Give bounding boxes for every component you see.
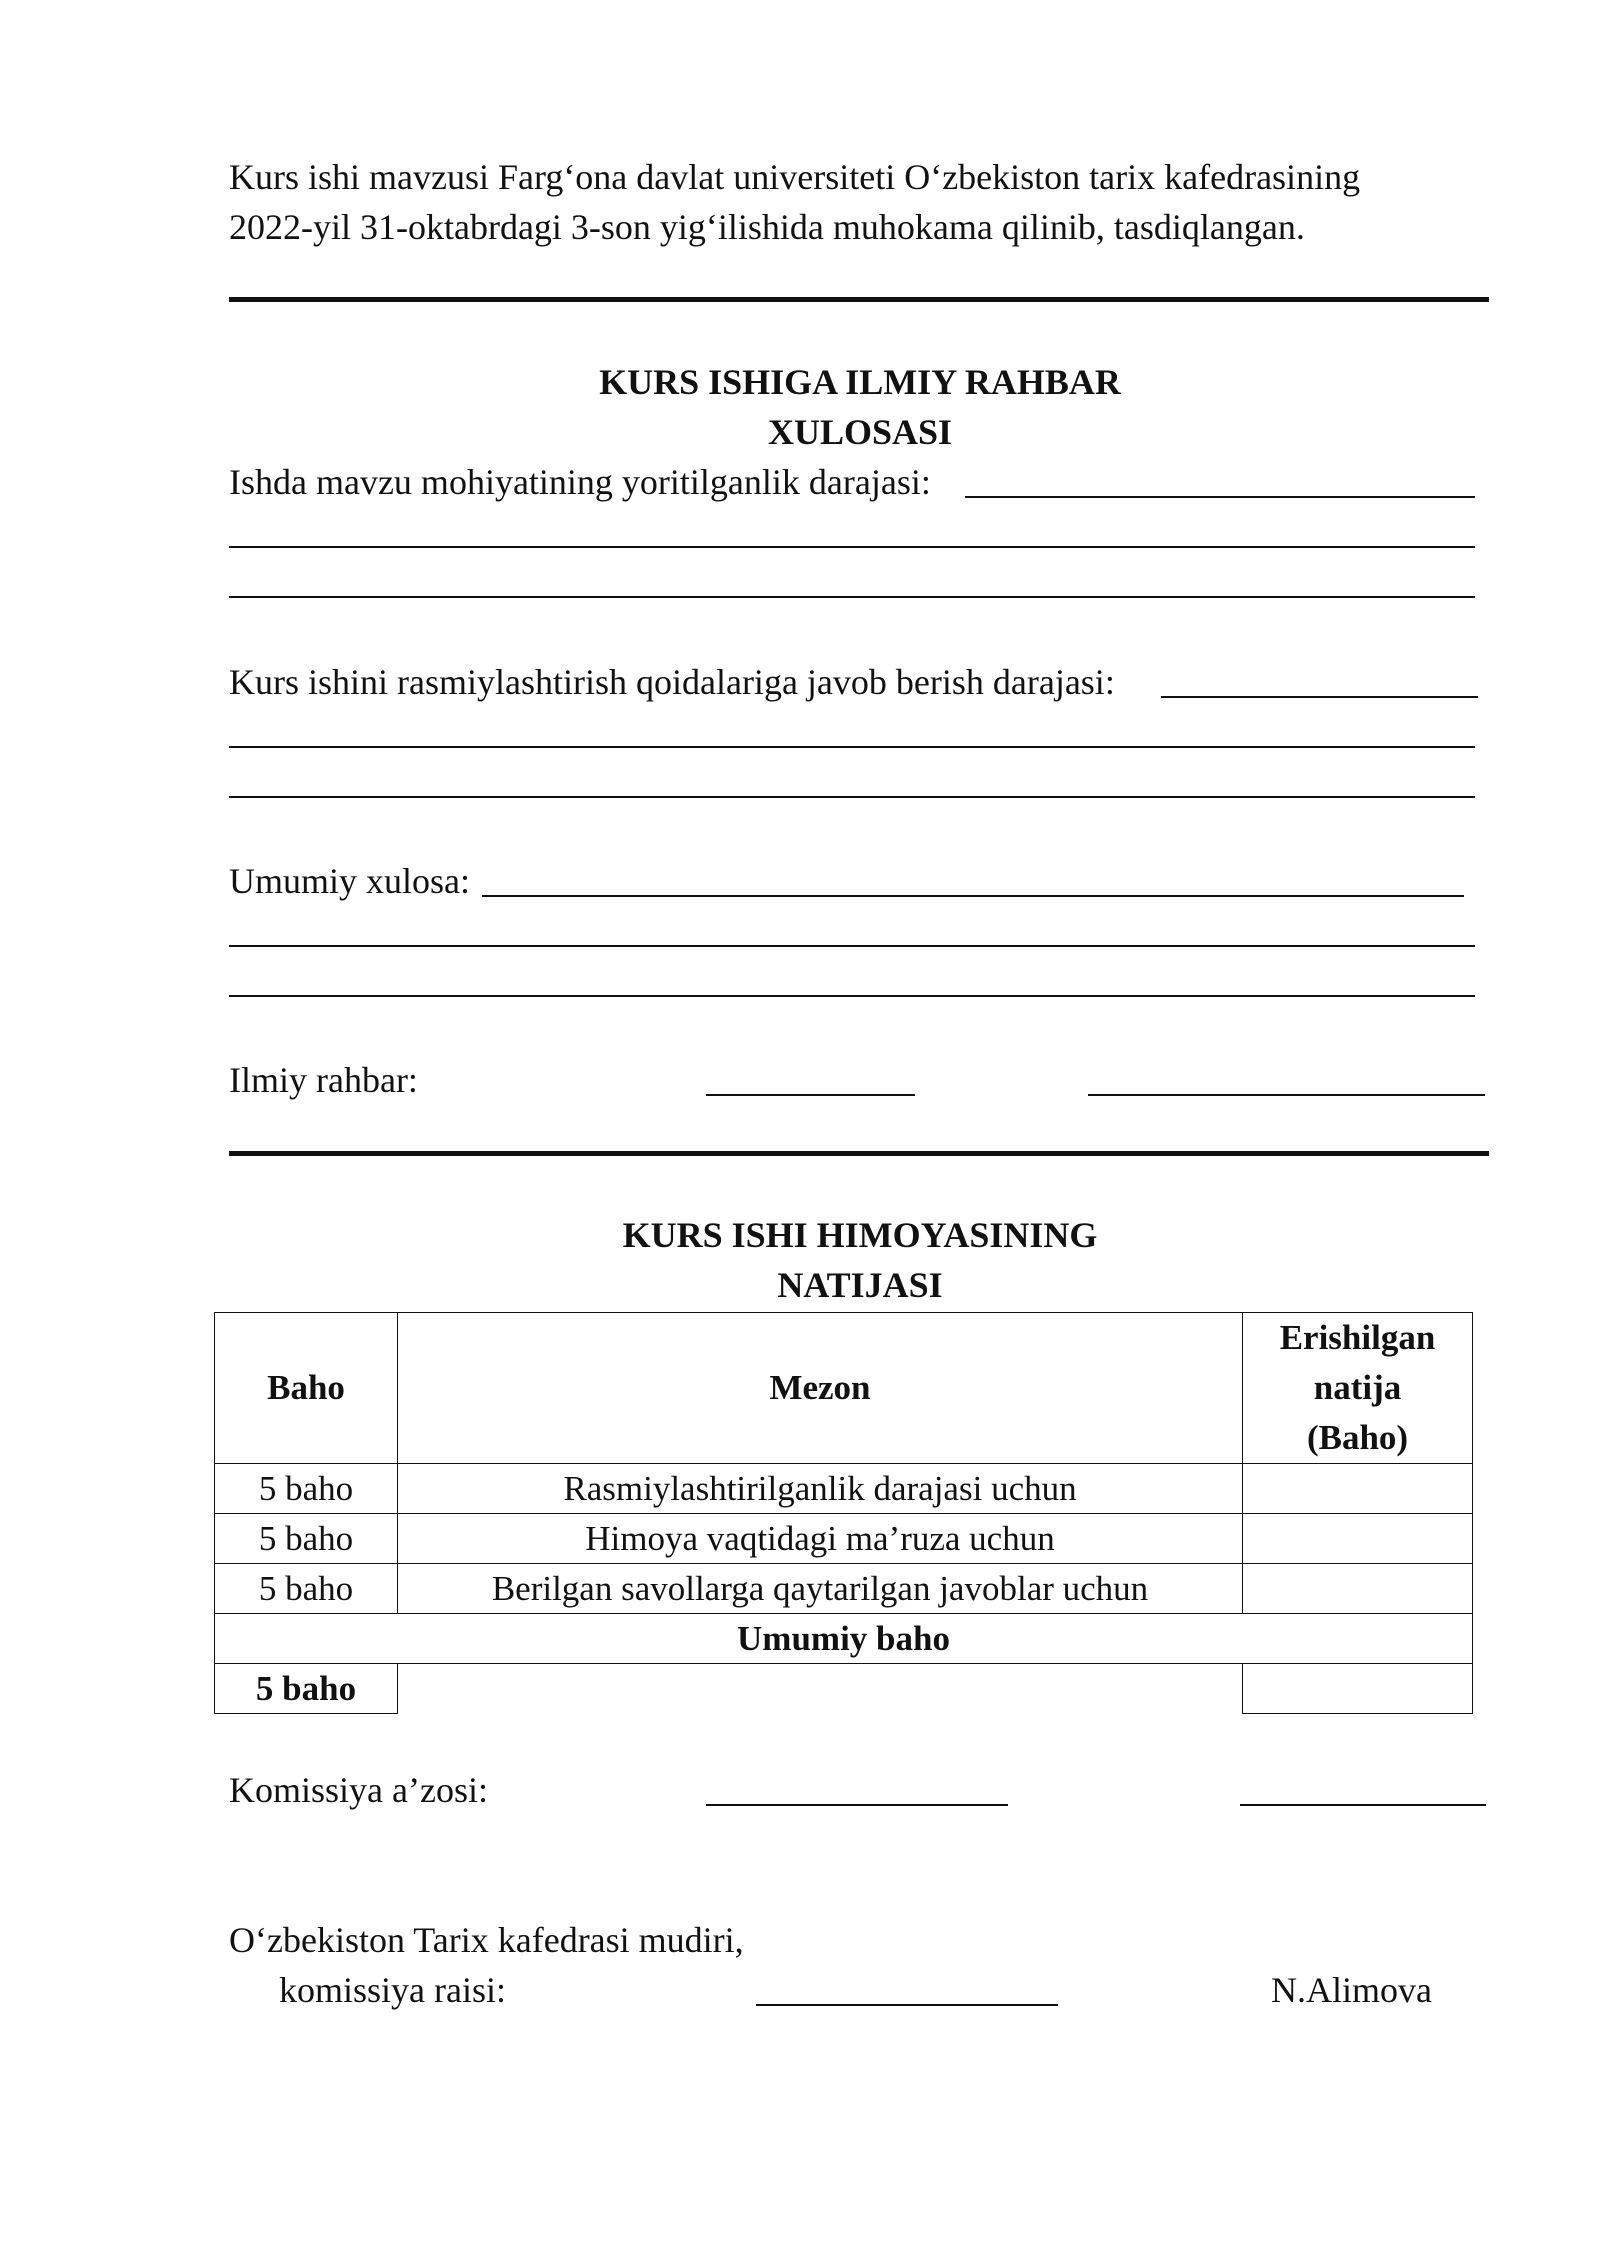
- header-achieved-result: [1243, 1313, 1473, 1464]
- formatting-level-blank[interactable]: [1161, 696, 1478, 698]
- coverage-level-blank[interactable]: [965, 496, 1475, 498]
- formatting-level-blank-line-3[interactable]: [229, 796, 1475, 798]
- general-conclusion-blank-line-3[interactable]: [229, 995, 1475, 997]
- results-title-line-2: NATIJASI: [777, 1265, 943, 1305]
- row-grade: 5 baho: [215, 1514, 398, 1564]
- table-row: [215, 1564, 1473, 1614]
- header-achieved-line-3: (Baho): [1306, 1418, 1409, 1457]
- total-value-row: [215, 1664, 1473, 1714]
- supervisor-signature-blank[interactable]: [706, 1094, 915, 1096]
- formatting-level-blank-line-2[interactable]: [229, 746, 1475, 748]
- section-divider-2: [229, 1151, 1489, 1156]
- row-criterion: Himoya vaqtidagi ma’ruza uchun: [398, 1514, 1243, 1564]
- results-table: [214, 1312, 1473, 1714]
- total-achieved-cell[interactable]: [1243, 1664, 1473, 1714]
- total-label-row: [215, 1614, 1473, 1664]
- commission-member-label: Komissiya a’zosi:: [229, 1770, 488, 1810]
- header-achieved-line-1: Erishilgan: [1279, 1318, 1436, 1357]
- intro-line-2: 2022-yil 31-oktabrdagi 3-son yig‘ilishida muhokama qilinib, tasdiqlangan.: [229, 207, 1305, 247]
- total-grade-label: Umumiy baho: [215, 1614, 1473, 1664]
- row-grade: 5 baho: [215, 1564, 398, 1614]
- table-header-row: [215, 1313, 1473, 1464]
- total-grade-value: 5 baho: [215, 1664, 398, 1714]
- commission-member-name-blank[interactable]: [1240, 1804, 1486, 1806]
- section-divider: [229, 297, 1489, 302]
- conclusion-title-line-1: KURS ISHIGA ILMIY RAHBAR: [599, 362, 1121, 402]
- chair-signature-blank[interactable]: [756, 2004, 1058, 2006]
- coverage-level-label: Ishda mavzu mohiyatining yoritilganlik darajasi:: [229, 462, 931, 502]
- commission-chair-label: komissiya raisi:: [279, 1970, 506, 2010]
- header-criterion: Mezon: [398, 1313, 1243, 1464]
- header-grade: Baho: [215, 1313, 398, 1464]
- general-conclusion-label: Umumiy xulosa:: [229, 861, 470, 901]
- header-achieved-line-2: natija: [1313, 1368, 1402, 1407]
- table-row: [215, 1514, 1473, 1564]
- row-achieved-cell[interactable]: [1243, 1464, 1473, 1514]
- supervisor-label: Ilmiy rahbar:: [229, 1060, 418, 1100]
- row-criterion: Rasmiylashtirilganlik darajasi uchun: [398, 1464, 1243, 1514]
- chair-name: N.Alimova: [1271, 1970, 1432, 2010]
- results-title-line-1: KURS ISHI HIMOYASINING: [622, 1215, 1098, 1255]
- general-conclusion-blank[interactable]: [482, 895, 1464, 897]
- formatting-level-label: Kurs ishini rasmiylashtirish qoidalariga javob berish darajasi:: [229, 662, 1115, 702]
- coverage-level-blank-line-3[interactable]: [229, 596, 1475, 598]
- row-grade: 5 baho: [215, 1464, 398, 1514]
- intro-line-1: Kurs ishi mavzusi Farg‘ona davlat universiteti O‘zbekiston tarix kafedrasining: [229, 157, 1361, 197]
- commission-member-signature-blank[interactable]: [706, 1804, 1008, 1806]
- department-head-label: O‘zbekiston Tarix kafedrasi mudiri,: [229, 1920, 744, 1960]
- total-empty-cell: [398, 1664, 1243, 1714]
- row-criterion: Berilgan savollarga qaytarilgan javoblar uchun: [398, 1564, 1243, 1614]
- coverage-level-blank-line-2[interactable]: [229, 546, 1475, 548]
- conclusion-title-line-2: XULOSASI: [767, 412, 953, 452]
- general-conclusion-blank-line-2[interactable]: [229, 945, 1475, 947]
- table-row: [215, 1464, 1473, 1514]
- row-achieved-cell[interactable]: [1243, 1514, 1473, 1564]
- supervisor-name-blank[interactable]: [1088, 1094, 1485, 1096]
- row-achieved-cell[interactable]: [1243, 1564, 1473, 1614]
